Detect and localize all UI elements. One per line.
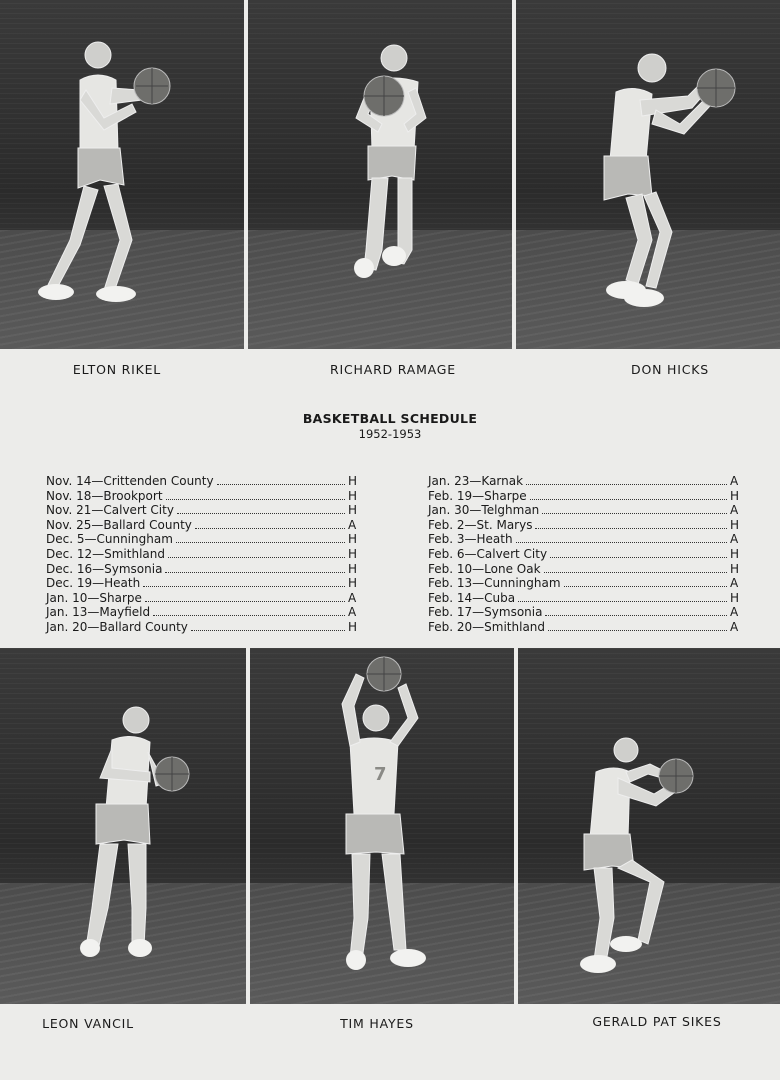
dot-leader <box>518 600 727 602</box>
game-date: Jan. 10 <box>46 590 88 605</box>
date-separator: — <box>472 561 485 576</box>
opponent-name: Smithland <box>484 619 546 634</box>
player-photo-tim-hayes <box>250 648 514 1004</box>
game-date: Feb. 6 <box>428 546 465 561</box>
game-date: Nov. 25 <box>46 517 92 532</box>
game-date: Dec. 12 <box>46 546 93 561</box>
dot-leader <box>168 556 345 558</box>
game-date: Nov. 21 <box>46 503 92 518</box>
home-away-marker: H <box>730 517 740 532</box>
basketball-player-figure <box>0 648 246 1004</box>
home-away-marker: A <box>730 576 739 591</box>
home-away-marker: H <box>348 576 358 591</box>
date-separator: — <box>87 619 100 634</box>
date-separator: — <box>469 503 482 518</box>
dot-leader <box>550 556 727 558</box>
dot-leader <box>542 512 727 514</box>
opponent-name: Smithland <box>104 546 165 561</box>
opponent-name: Calvert City <box>476 546 548 561</box>
schedule-row <box>46 547 360 562</box>
schedule-row <box>428 576 742 591</box>
schedule-row <box>46 518 360 533</box>
home-away-marker: H <box>730 590 740 605</box>
player-name-caption: DON HICKS <box>631 362 709 377</box>
dot-leader <box>530 498 727 500</box>
schedule-row <box>46 591 360 606</box>
opponent-name: Karnak <box>481 474 524 488</box>
date-separator: — <box>472 619 485 634</box>
opponent-name: Sharpe <box>99 590 142 605</box>
home-away-marker: H <box>348 474 358 488</box>
date-separator: — <box>87 605 100 620</box>
date-separator: — <box>464 517 477 532</box>
game-date: Feb. 17 <box>428 605 473 620</box>
opponent-name: Crittenden County <box>103 474 214 488</box>
game-date: Feb. 10 <box>428 561 473 576</box>
schedule-row <box>428 591 742 606</box>
schedule-row <box>428 474 742 489</box>
game-date: Feb. 3 <box>428 532 465 547</box>
basketball-player-figure <box>248 0 512 349</box>
game-date: Nov. 14 <box>46 474 92 488</box>
schedule-right-column <box>428 474 742 635</box>
date-separator: — <box>91 488 104 503</box>
schedule-row <box>428 562 742 577</box>
opponent-name: Lone Oak <box>484 561 541 576</box>
schedule-row <box>46 532 360 547</box>
game-date: Feb. 19 <box>428 488 473 503</box>
opponent-name: Cunningham <box>484 576 561 591</box>
date-separator: — <box>472 605 485 620</box>
game-date: Dec. 19 <box>46 576 93 591</box>
player-name-caption: LEON VANCIL <box>42 1016 134 1031</box>
opponent-name: Sharpe <box>484 488 527 503</box>
home-away-marker: A <box>348 590 357 605</box>
game-date: Dec. 5 <box>46 532 85 547</box>
opponent-name: Symsonia <box>484 605 543 620</box>
home-away-marker: A <box>730 503 739 518</box>
home-away-marker: A <box>730 605 739 620</box>
basketball-player-figure <box>518 648 780 1004</box>
player-photo-leon-vancil <box>0 648 246 1004</box>
dot-leader <box>544 571 727 573</box>
player-photo-don-hicks <box>516 0 780 349</box>
player-name-caption: GERALD PAT SIKES <box>592 1014 722 1029</box>
dot-leader <box>177 512 345 514</box>
opponent-name: St. Marys <box>476 517 533 532</box>
home-away-marker: H <box>348 488 358 503</box>
home-away-marker: H <box>348 619 358 634</box>
date-separator: — <box>91 503 104 518</box>
game-date: Jan. 13 <box>46 605 88 620</box>
dot-leader <box>526 483 727 485</box>
dot-leader <box>548 629 727 631</box>
schedule-row <box>428 605 742 620</box>
schedule-row <box>428 620 742 635</box>
schedule-row <box>428 518 742 533</box>
schedule-row <box>428 489 742 504</box>
game-date: Feb. 13 <box>428 576 473 591</box>
home-away-marker: H <box>730 561 740 576</box>
date-separator: — <box>464 546 477 561</box>
game-date: Nov. 18 <box>46 488 92 503</box>
home-away-marker: A <box>730 474 739 488</box>
schedule-title: BASKETBALL SCHEDULE <box>302 411 478 426</box>
home-away-marker: H <box>730 488 740 503</box>
opponent-name: Cunningham <box>96 532 173 547</box>
date-separator: — <box>472 590 485 605</box>
game-date: Feb. 20 <box>428 619 473 634</box>
dot-leader <box>165 571 345 573</box>
dot-leader <box>143 585 345 587</box>
schedule-row <box>428 547 742 562</box>
player-photo-richard-ramage <box>248 0 512 349</box>
home-away-marker: H <box>348 503 358 518</box>
home-away-marker: H <box>730 546 740 561</box>
opponent-name: Ballard County <box>103 517 192 532</box>
dot-leader <box>535 527 727 529</box>
home-away-marker: H <box>348 546 358 561</box>
opponent-name: Heath <box>104 576 141 591</box>
dot-leader <box>516 541 727 543</box>
player-photo-elton-rikel <box>0 0 244 349</box>
opponent-name: Cuba <box>484 590 516 605</box>
player-photo-gerald-pat-sikes <box>518 648 780 1004</box>
dot-leader <box>191 629 345 631</box>
opponent-name: Symsonia <box>104 561 163 576</box>
dot-leader <box>166 498 345 500</box>
date-separator: — <box>92 561 105 576</box>
player-name-caption: ELTON RIKEL <box>72 362 162 377</box>
opponent-name: Brookport <box>103 488 163 503</box>
jersey-number: 7 <box>374 764 387 785</box>
player-name-caption: TIM HAYES <box>340 1016 414 1031</box>
game-date: Feb. 14 <box>428 590 473 605</box>
dot-leader <box>564 585 727 587</box>
home-away-marker: A <box>348 605 357 620</box>
dot-leader <box>217 483 345 485</box>
dot-leader <box>153 614 345 616</box>
game-date: Dec. 16 <box>46 561 93 576</box>
schedule-row <box>428 532 742 547</box>
opponent-name: Ballard County <box>99 619 188 634</box>
schedule-row <box>46 562 360 577</box>
date-separator: — <box>464 532 477 547</box>
dot-leader <box>145 600 345 602</box>
opponent-name: Calvert City <box>103 503 174 518</box>
basketball-player-figure <box>250 648 514 1004</box>
schedule-row <box>46 474 360 489</box>
opponent-name: Mayfield <box>99 605 151 620</box>
date-separator: — <box>87 590 100 605</box>
opponent-name: Heath <box>476 532 513 547</box>
player-name-caption: RICHARD RAMAGE <box>330 362 456 377</box>
home-away-marker: H <box>348 561 358 576</box>
game-date: Feb. 2 <box>428 517 465 532</box>
dot-leader <box>545 614 727 616</box>
schedule-row <box>46 620 360 635</box>
opponent-name: Telghman <box>481 503 540 518</box>
home-away-marker: H <box>348 532 358 547</box>
date-separator: — <box>92 576 105 591</box>
game-date: Jan. 20 <box>46 619 88 634</box>
home-away-marker: A <box>348 517 357 532</box>
date-separator: — <box>84 532 97 547</box>
schedule-season: 1952-1953 <box>358 427 422 441</box>
schedule-row <box>46 489 360 504</box>
date-separator: — <box>472 488 485 503</box>
basketball-player-figure <box>516 0 780 349</box>
date-separator: — <box>472 576 485 591</box>
date-separator: — <box>92 546 105 561</box>
schedule-row <box>428 503 742 518</box>
dot-leader <box>195 527 345 529</box>
schedule-row <box>46 503 360 518</box>
date-separator: — <box>91 474 104 488</box>
schedule-left-column <box>46 474 360 635</box>
home-away-marker: A <box>730 619 739 634</box>
schedule-row <box>46 576 360 591</box>
game-date: Jan. 30 <box>428 503 470 518</box>
basketball-player-figure <box>0 0 244 349</box>
game-date: Jan. 23 <box>428 474 470 488</box>
date-separator: — <box>91 517 104 532</box>
home-away-marker: A <box>730 532 739 547</box>
dot-leader <box>176 541 345 543</box>
schedule-row <box>46 605 360 620</box>
date-separator: — <box>469 474 482 488</box>
